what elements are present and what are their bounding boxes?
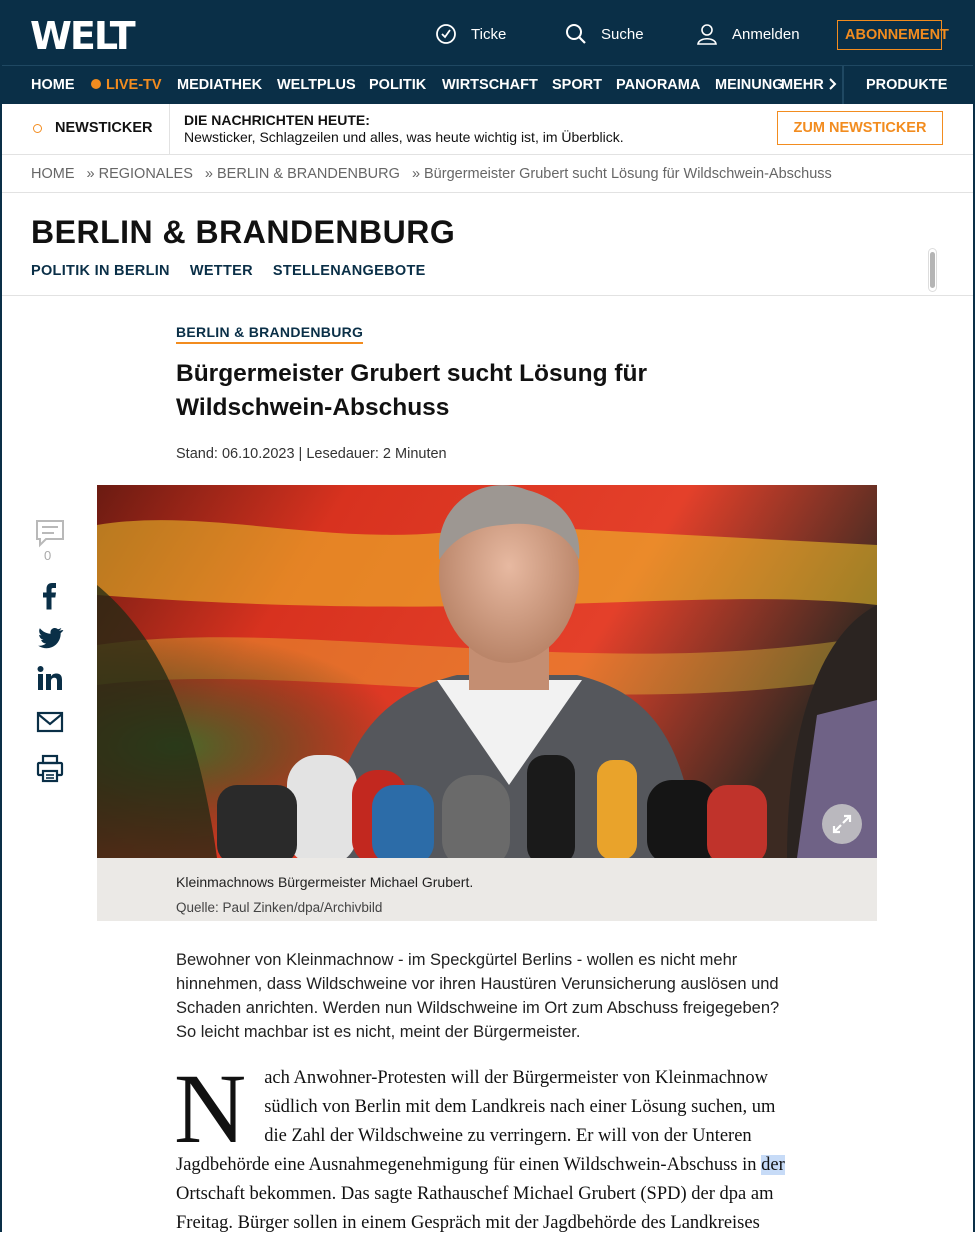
expand-icon: [822, 804, 862, 844]
newsticker-headline[interactable]: DIE NACHRICHTEN HEUTE:: [184, 112, 370, 128]
ticker-label: Ticke: [471, 25, 507, 43]
facebook-icon[interactable]: [32, 580, 68, 610]
mail-icon[interactable]: [32, 711, 68, 735]
nav-mediathek[interactable]: MEDIATHEK: [177, 77, 263, 93]
breadcrumb-separator: »: [204, 166, 213, 182]
nav-live-tv-label: LIVE-TV: [106, 77, 162, 93]
nav-weltplus[interactable]: WELTPLUS: [277, 77, 356, 93]
hero-photo: [97, 485, 877, 858]
article-body: [174, 1053, 788, 1238]
newsticker-bar: [2, 104, 973, 155]
section-link-politik[interactable]: POLITIK IN BERLIN: [31, 263, 170, 279]
nav-sport[interactable]: SPORT: [552, 77, 602, 93]
comment-icon[interactable]: [32, 519, 68, 547]
user-icon: [696, 23, 718, 45]
article-headline: Bürgermeister Grubert sucht Lösung für Wildschwein-Abschuss: [176, 360, 648, 421]
breadcrumb-regionales[interactable]: REGIONALES: [98, 166, 193, 182]
print-icon[interactable]: [32, 754, 68, 784]
login-label: Anmelden: [732, 25, 800, 43]
image-source: Quelle: Paul Zinken/dpa/Archivbild: [176, 900, 383, 915]
body-text-part2: Ortschaft bekommen. Das sagte Rathauschef Michael Grubert (SPD) der dpa am Freitag. Bürger sollen in einem Gespräch mit der Jagdbehörde des Landkreises: [176, 1184, 774, 1233]
section-header: [2, 193, 973, 296]
ticker-link[interactable]: [435, 23, 506, 45]
nav-live-tv[interactable]: [91, 77, 162, 93]
drop-cap: N: [174, 1053, 247, 1164]
newsticker-button[interactable]: ZUM NEWSTICKER: [777, 111, 943, 145]
comment-count: 0: [44, 548, 52, 563]
nav-mehr[interactable]: [781, 77, 837, 93]
hero-image[interactable]: [97, 485, 877, 858]
breadcrumb: [2, 155, 973, 193]
welt-logo[interactable]: WELT: [30, 14, 134, 58]
breadcrumb-current: Bürgermeister Grubert sucht Lösung für Wildschwein-Abschuss: [424, 166, 832, 182]
nav-panorama[interactable]: PANORAMA: [616, 77, 701, 93]
image-caption: Kleinmachnows Bürgermeister Michael Grubert.: [176, 874, 474, 890]
breadcrumb-berlin[interactable]: BERLIN & BRANDENBURG: [217, 166, 400, 182]
article-kicker[interactable]: BERLIN & BRANDENBURG: [176, 324, 363, 344]
chevron-right-icon: [828, 78, 837, 90]
article-meta: Stand: 06.10.2023 | Lesedauer: 2 Minuten: [176, 446, 447, 462]
newsticker-divider: [169, 104, 170, 154]
selected-text: der: [761, 1155, 785, 1175]
clock-check-icon: [435, 23, 457, 45]
body-text-part1: ach Anwohner-Protesten will der Bürgermeister von Kleinmachnow südlich von Berlin mit dem Landkreis nach einer Lösung suchen, um die Zahl der Wildschweine zu verringern. Er will von der Unteren Jagdbehörde eine Ausnahmegenehmigung für einen Wildschwein-Abschuss in: [176, 1068, 776, 1175]
linkedin-icon[interactable]: [32, 664, 68, 694]
login-link[interactable]: [696, 23, 800, 45]
nav-meinung[interactable]: MEINUNG: [715, 77, 784, 93]
scrollbar-thumb[interactable]: [928, 248, 937, 292]
twitter-icon[interactable]: [32, 626, 68, 650]
search-label: Suche: [601, 25, 644, 43]
section-link-wetter[interactable]: WETTER: [189, 263, 253, 279]
nav-home[interactable]: HOME: [31, 77, 75, 93]
section-links: [31, 263, 426, 279]
newsticker-dot-icon: [33, 124, 42, 133]
top-header: [2, 4, 973, 65]
search-icon: [565, 23, 587, 45]
breadcrumb-home[interactable]: HOME: [31, 166, 75, 182]
section-title[interactable]: BERLIN & BRANDENBURG: [31, 214, 456, 250]
newsticker-label[interactable]: NEWSTICKER: [55, 120, 153, 136]
breadcrumb-separator: »: [411, 166, 421, 182]
subscribe-button[interactable]: ABONNEMENT: [837, 20, 942, 50]
breadcrumb-separator: »: [86, 166, 95, 182]
main-nav: [2, 65, 973, 104]
live-dot-icon: [91, 79, 101, 89]
section-link-stellen[interactable]: STELLENANGEBOTE: [272, 263, 426, 279]
nav-divider: [842, 66, 844, 104]
expand-image-button[interactable]: [822, 804, 862, 844]
nav-mehr-label: MEHR: [781, 77, 824, 93]
article-teaser: Bewohner von Kleinmachnow - im Speckgürtel Berlins - wollen es nicht mehr hinnehmen, dass Wildschweine vor ihren Haustüren Verunsicherung auslösen und Schaden anrichten. Werden nun Wildschweine im Ort zum Abschuss freigegeben? So leicht machbar ist es nicht, meint der Bürgermeister.: [176, 951, 780, 1041]
nav-politik[interactable]: POLITIK: [369, 77, 427, 93]
newsticker-subline[interactable]: Newsticker, Schlagzeilen und alles, was heute wichtig ist, im Überblick.: [184, 129, 624, 145]
image-caption-box: [97, 858, 877, 921]
nav-wirtschaft[interactable]: WIRTSCHAFT: [442, 77, 538, 93]
search-field[interactable]: [565, 23, 644, 45]
nav-produkte[interactable]: PRODUKTE: [866, 77, 948, 93]
